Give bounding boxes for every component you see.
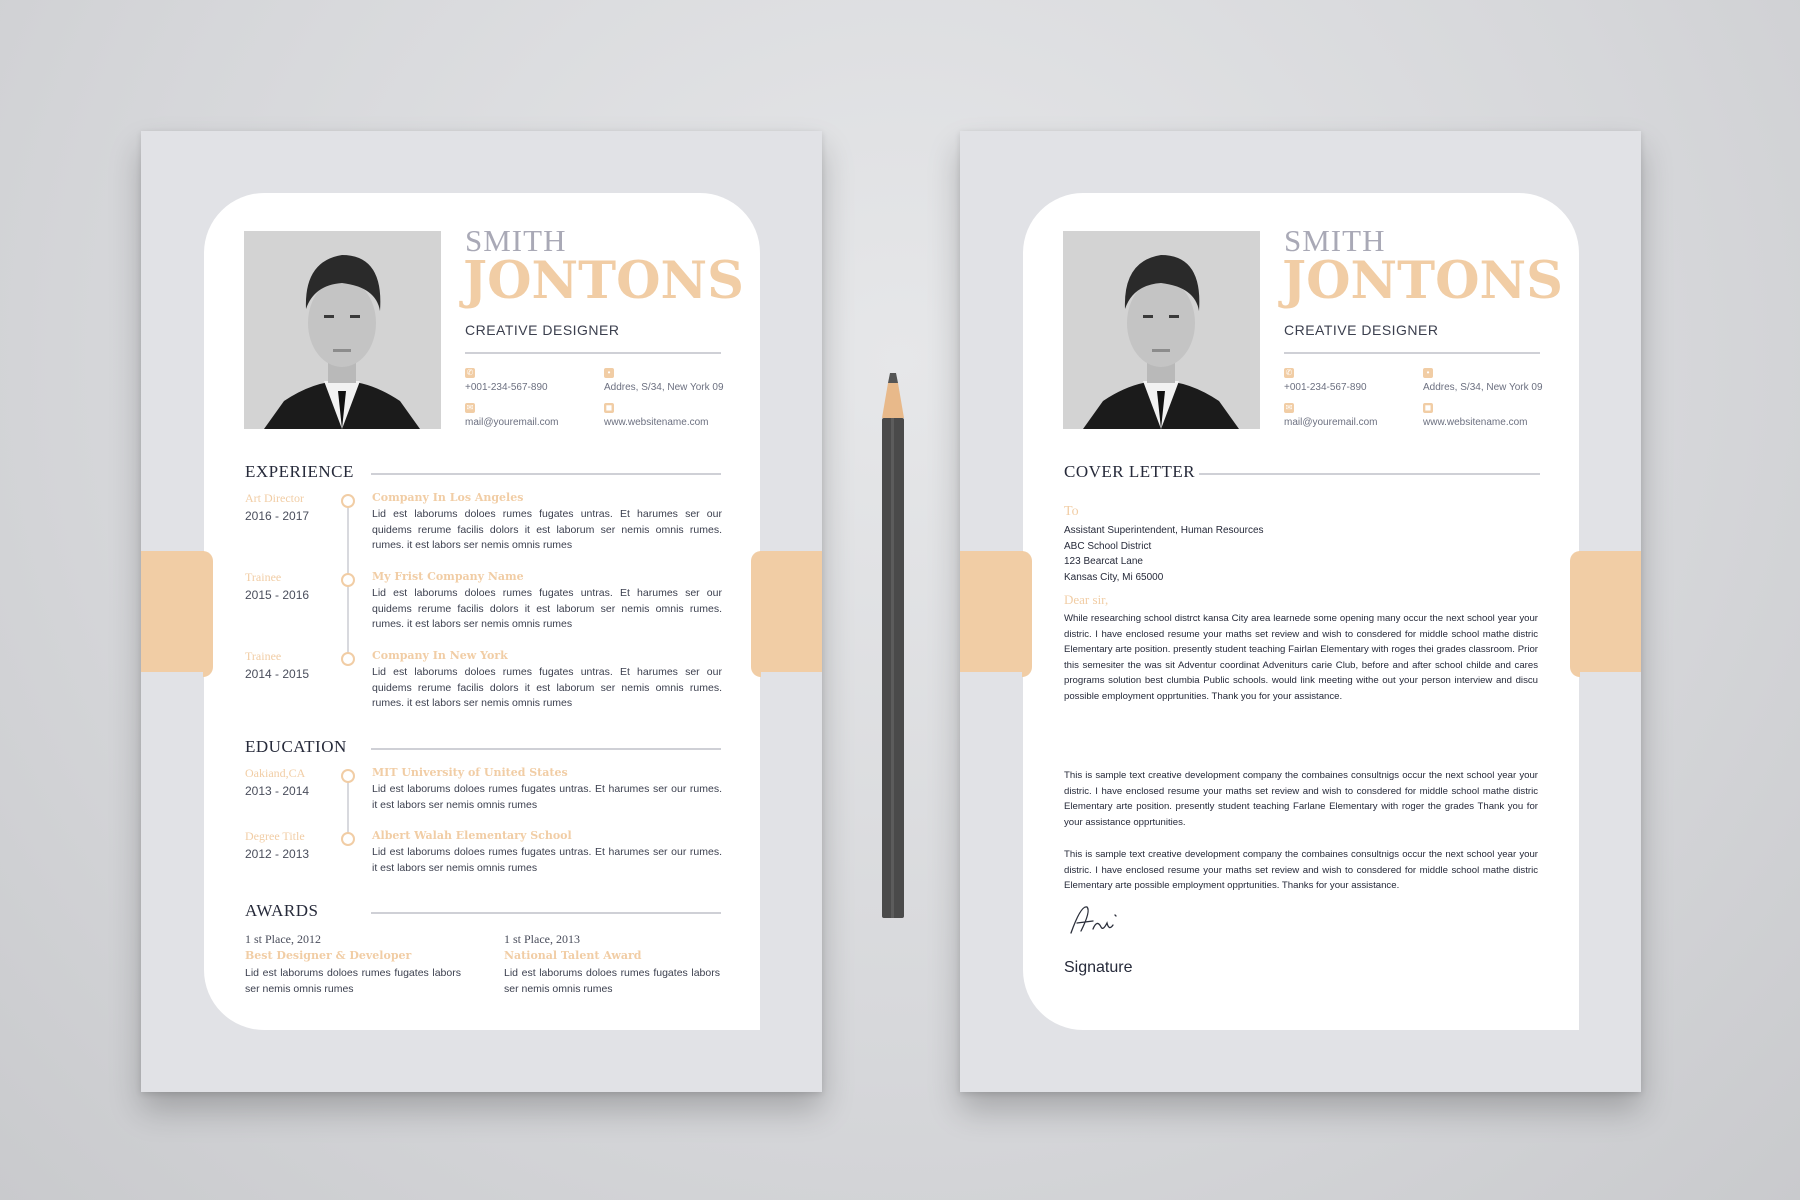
timeline-dot <box>341 494 355 508</box>
award-description: Lid est laborums doloes rumes fugates labors ser nemis omnis rumes <box>504 967 720 995</box>
experience-description: Lid est laborums doloes rumes fugates untras. Et harumes ser our quidems rerume facilis dolors it est laborum ser nemis omnis rumes. rumes. it est labors ser nemis omnis rumes <box>372 508 722 551</box>
address-line: 123 Bearcat Lane <box>1064 556 1143 568</box>
email-icon: ✉ <box>1285 403 1293 412</box>
education-description: Lid est laborums doloes rumes fugates untras. Et harumes ser our rumes. it est labors ser nemis omnis rumes <box>372 846 722 874</box>
job-title: CREATIVE DESIGNER <box>1284 322 1439 338</box>
timeline-dot <box>341 769 355 783</box>
education-dates: 2012 - 2013 <box>245 847 310 861</box>
education-heading: EDUCATION <box>245 737 347 756</box>
accent-band-right <box>1571 551 1641 672</box>
awards-heading: AWARDS <box>245 901 319 920</box>
contact-phone: +001-234-567-890 <box>465 382 548 393</box>
cover-card <box>1023 193 1579 1030</box>
contact-email[interactable]: mail@youremail.com <box>465 417 559 428</box>
contact-email[interactable]: mail@youremail.com <box>1284 417 1378 428</box>
recipient-address <box>1064 523 1264 585</box>
location-icon: • <box>1423 368 1433 378</box>
resume-sheet <box>141 131 822 1092</box>
location-icon: • <box>604 368 614 378</box>
timeline-dot <box>341 652 355 666</box>
header-divider <box>1284 352 1540 354</box>
job-title: CREATIVE DESIGNER <box>465 322 620 338</box>
education-dates: 2013 - 2014 <box>245 784 310 798</box>
education-location: Oakiand,CA <box>245 766 306 780</box>
experience-role: Trainee <box>245 649 282 663</box>
email-icon: ✉ <box>466 403 474 412</box>
card-notch-right <box>751 551 761 677</box>
card-notch-right <box>1570 551 1580 677</box>
last-name: JONTONS <box>463 251 744 311</box>
phone-icon: ✆ <box>466 368 474 377</box>
header-divider <box>465 352 721 354</box>
first-name: SMITH <box>1284 223 1386 258</box>
handwritten-signature <box>1067 901 1127 946</box>
award-place: 1 st Place, 2012 <box>245 932 321 946</box>
experience-description: Lid est laborums doloes rumes fugates untras. Et harumes ser our quidems rerume facilis dolors it est laborum ser nemis omnis rumes. rumes. it est labors ser nemis omnis rumes <box>372 666 722 709</box>
address-line: Assistant Superintendent, Human Resources <box>1064 525 1264 536</box>
experience-heading: EXPERIENCE <box>245 462 354 481</box>
first-name: SMITH <box>465 223 567 258</box>
card-notch-left <box>203 551 213 677</box>
contact-phone: +001-234-567-890 <box>1284 382 1367 393</box>
letter-paragraph: This is sample text creative development company the combaines consultnigs occur the next school year your distric. I have enclosed resume your maths set review and wish to consdered for middle school mathe distric Elementary arte possible employment opprtunities. Thanks for your assistance. <box>1064 849 1538 892</box>
education-divider <box>371 748 721 750</box>
award-title: Best Designer & Developer <box>245 949 412 962</box>
phone-icon: ✆ <box>1285 368 1293 377</box>
last-name: JONTONS <box>1282 251 1563 311</box>
contact-address: Addres, S/34, New York 09 <box>604 382 724 393</box>
contact-website[interactable]: www.websitename.com <box>1423 417 1528 428</box>
cover-letter-sheet <box>960 131 1641 1092</box>
education-school: Albert Walah Elementary School <box>372 829 572 842</box>
profile-photo <box>1063 231 1260 429</box>
website-icon: ◼ <box>1424 403 1432 412</box>
education-description: Lid est laborums doloes rumes fugates untras. Et harumes ser our rumes. it est labors ser nemis omnis rumes <box>372 783 722 811</box>
profile-photo <box>244 231 441 429</box>
resume-card <box>204 193 760 1030</box>
award-title: National Talent Award <box>504 949 642 962</box>
address-line: Kansas City, Mi 65000 <box>1064 571 1164 583</box>
card-notch-left <box>1022 551 1032 677</box>
salutation: Dear sir, <box>1064 592 1109 607</box>
experience-description: Lid est laborums doloes rumes fugates untras. Et harumes ser our quidems rerume facilis dolors it est laborum ser nemis omnis rumes. rumes. it est labors ser nemis omnis rumes <box>372 587 722 630</box>
award-place: 1 st Place, 2013 <box>504 932 580 946</box>
experience-role: Trainee <box>245 570 282 584</box>
cover-letter-heading: COVER LETTER <box>1064 462 1196 481</box>
awards-divider <box>371 912 721 914</box>
accent-band-right <box>752 551 822 672</box>
pencil-prop <box>878 373 908 928</box>
experience-dates: 2015 - 2016 <box>245 588 310 602</box>
contact-website[interactable]: www.websitename.com <box>604 417 709 428</box>
experience-dates: 2016 - 2017 <box>245 509 310 523</box>
experience-role: Art Director <box>245 491 304 505</box>
timeline-dot <box>341 573 355 587</box>
education-timeline <box>347 775 349 839</box>
to-label: To <box>1064 504 1079 519</box>
award-description: Lid est laborums doloes rumes fugates labors ser nemis omnis rumes <box>245 967 461 995</box>
letter-paragraph: This is sample text creative development company the combaines consultnigs occur the next school year your distric. I have enclosed resume your maths set review and wish to consdered for middle school mathe distric Elementary arte position. presently student teaching Farlane Elementary with roger the grades Thank you for your assistance opprtunities. <box>1064 770 1538 828</box>
education-school: MIT University of United States <box>372 766 568 779</box>
signature-label: Signature <box>1064 959 1133 976</box>
cover-letter-divider <box>1199 473 1540 475</box>
address-line: ABC School District <box>1064 540 1152 552</box>
letter-paragraph: While researching school distrct kansa City area learnede some opening many occur the next school year your distric. I have enclosed resume your maths set review and wish to consdered for middle school mathe distric Elementary arte position. presently student teaching Fairlan Elementary with roges thei grades classroom. Prior this semesiter the was sit Adventur coordinat Adveniturs carie Club, before and after school childe and cares programs solution best clumbia Public schools. would link meeting withe out your person interview and discu possible employment opprtunities. Thank you for your assistance. <box>1064 613 1538 702</box>
contact-address: Addres, S/34, New York 09 <box>1423 382 1543 393</box>
education-location: Degree Title <box>245 829 305 843</box>
experience-dates: 2014 - 2015 <box>245 667 310 681</box>
experience-company: Company In New York <box>372 649 508 662</box>
experience-company: Company In Los Angeles <box>372 491 524 504</box>
experience-divider <box>371 473 721 475</box>
timeline-dot <box>341 832 355 846</box>
experience-company: My Frist Company Name <box>372 570 524 583</box>
website-icon: ◼ <box>605 403 613 412</box>
